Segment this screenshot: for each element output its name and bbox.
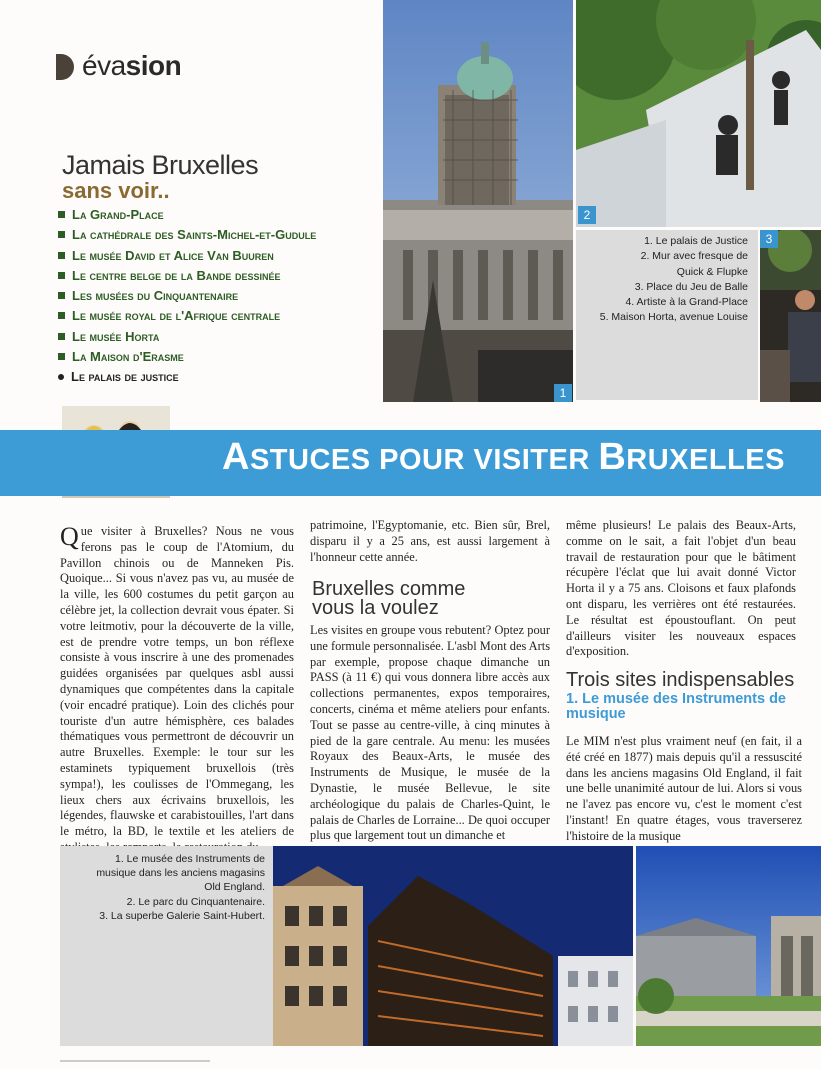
caption-photos-top — [576, 230, 758, 400]
headline: ASTUCES POUR VISITER BRUXELLES — [222, 436, 785, 478]
caption-line: Quick & Flupke — [676, 265, 748, 278]
bullet-square-icon — [58, 211, 65, 218]
photo-mur-fresque — [576, 0, 821, 227]
caption-line: 1. Le musée des Instruments de — [115, 853, 265, 865]
subheading-musee-instruments: 1. Le musée des Instruments de musique — [566, 691, 786, 722]
section-title: évasion — [82, 50, 182, 81]
article-column-3-body — [566, 734, 802, 845]
bullet-square-icon — [58, 272, 65, 279]
list-item: Le palais de justice — [58, 367, 316, 387]
list-item: La cathédrale des Saints-Michel-et-Gudule — [58, 225, 316, 245]
bullet-square-icon — [58, 252, 65, 259]
bullet-square-icon — [58, 231, 65, 238]
paragraph: même plusieurs! Le palais des Beaux-Arts, comme on le sait, a fait l'objet d'un beau travail de restauration pour que le bâtiment récupère l'éclat que lui avait donné Victor Horta il y a 75 ans. Cloisons et faux plafonds ont disparu, les verrières ont été restaurées. Le résultat est époustouflant. On peut d'ailleurs visiter les nouveaux espaces d'exposition. — [566, 518, 796, 659]
article-column-2-top — [310, 518, 550, 565]
caption-photos-bottom — [60, 846, 273, 1046]
photo-number: 2 — [578, 206, 596, 224]
caption-line: 3. Place du Jeu de Balle — [634, 280, 748, 293]
photo-jeu-de-balle — [760, 230, 821, 402]
bullet-dot-icon — [58, 374, 64, 380]
caption-line: 1. Le palais de Justice — [644, 235, 748, 247]
bullet-square-icon — [58, 353, 65, 360]
article-column-2-body — [310, 623, 550, 844]
article-column-3-top — [566, 518, 796, 660]
section-marker — [56, 54, 74, 80]
photo-old-england — [273, 846, 633, 1046]
footer-rule — [60, 1060, 210, 1062]
caption-line: 4. Artiste à la Grand-Place — [625, 296, 748, 309]
intro-subtitle: sans voir.. — [62, 178, 170, 203]
drop-cap: Q — [60, 522, 79, 551]
photo-cinquantenaire — [636, 846, 821, 1046]
caption-line: 5. Maison Horta, avenue Louise — [599, 311, 748, 324]
list-item: Les musées du Cinquantenaire — [58, 286, 316, 306]
article-column-1 — [60, 524, 294, 856]
list-item: Le musée Horta — [58, 327, 316, 347]
bullet-square-icon — [58, 312, 65, 319]
caption-line: 3. La superbe Galerie Saint-Hubert. — [99, 909, 265, 922]
bullet-square-icon — [58, 292, 65, 299]
sites-list — [58, 205, 316, 388]
list-item: Le musée royal de l'Afrique centrale — [58, 306, 316, 326]
caption-line: 2. Mur avec fresque de — [640, 250, 748, 263]
paragraph: patrimoine, l'Egyptomanie, etc. Bien sûr, Brel, disparu il y a 25 ans, est aussi largement à l'honneur cette année. — [310, 518, 550, 564]
caption-line: musique dans les anciens magasins — [96, 867, 265, 880]
caption-line: Old England. — [204, 881, 265, 894]
list-item: Le centre belge de la Bande dessinée — [58, 266, 316, 286]
caption-line: 2. Le parc du Cinquantenaire. — [126, 895, 265, 908]
paragraph: Les visites en groupe vous rebutent? Optez pour une formule personnalisée. L'asbl Mont des Arts par exemple, propose chaque dimanche un PASS (à 11 €) qui vous donnera libre accès aux collections permanentes, expos temporaires, concerts, cinéma et même ateliers pour enfants. Tout se passe au centre-ville, à cinq minutes à pied de la gare centrale. Au menu: les musées Royaux des Beaux-Arts, le musée des Instruments de Musique, le musée de la Dynastie, le musée Bellevue, le site archéologique du palais de Charles-Quint, le palais de Charles de Lorraine... De quoi occuper plus que largement tout un dimanche et — [310, 623, 551, 843]
list-item: Le musée David et Alice Van Buuren — [58, 246, 316, 266]
photo-number: 3 — [760, 230, 778, 248]
intro-title: Jamais Bruxelles — [62, 150, 259, 180]
paragraph: ue visiter à Bruxelles? Nous ne vous ferons pas le coup de l'Atomium, du Pavillon chinois ou de Manneken Pis. Quoique... Si vous n'avez pas vu, au musée de la ville, les 600 costumes du petit garçon au célèbre jet, la collection devrait vous épater. Si votre leitmotiv, pour la découverte de la ville, est de prendre votre temps, un bon réflexe consiste à vous inscrire à une des promenades guidées organisées par quelques asbl aussi dynamiques que compétentes dans la capitale (voir encadré pratique). Loin des clichés pour touriste d'un autre hémisphère, ces balades thématiques vous permettront de découvrir un autre Bruxelles. Exemple: le tour sur les estaminets typiquement bruxellois (très sympa!), les coulisses de l'Ommegang, les lieux chers aux écrivains bruxellois, les légendes, flauwske et carabistouilles, l'art dans le métro, la BD, le textile et les ateliers de — [60, 524, 294, 839]
subheading-trois-sites: Trois sites indispensables — [566, 669, 795, 691]
subheading-bruxelles-comme: Bruxelles comme vous la voulez — [312, 578, 466, 619]
bullet-square-icon — [58, 333, 65, 340]
paragraph: Le MIM n'est plus vraiment neuf (en fait, il a été créé en 1877) mais depuis qu'il a ressuscité dans les anciens magasins Old England, il fait une belle unanimité autour de lui. Alors si vous ne l'avez pas encore vu, c'est le moment c'est l'instant! En quatre étages, vous traverserez l'histoire de la musique — [566, 734, 802, 843]
photo-number: 1 — [554, 384, 572, 402]
list-item: La Grand-Place — [58, 205, 316, 225]
list-item: La Maison d'Erasme — [58, 347, 316, 367]
photo-palais-de-justice — [383, 0, 573, 402]
